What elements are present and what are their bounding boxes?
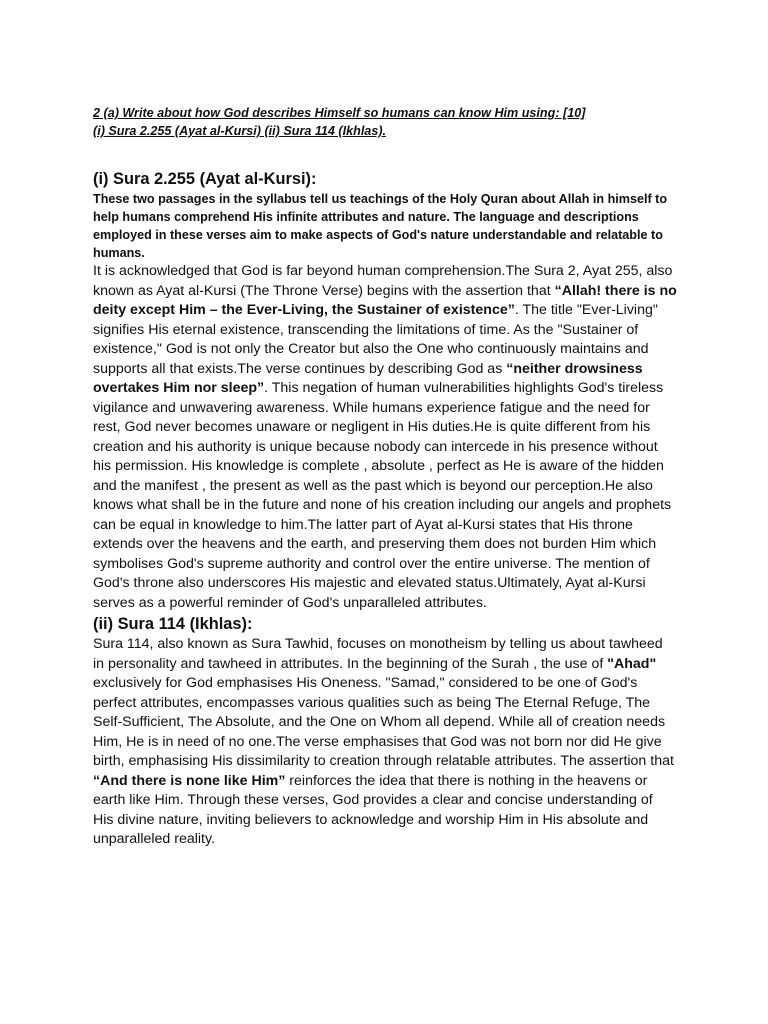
ikhlas-paragraph [93,635,677,850]
section-intro: These two passages in the syllabus tell us teachings of the Holy Quran about Allah in himself to help humans comprehend His infinite attributes and nature. The language and descriptions employed in these verses aim to make aspects of God's nature understandable and relatable to humans. [93,192,668,260]
section-heading-ikhlas: (ii) Sura 114 (Ikhlas): [93,615,253,633]
quote-none-like-him: “And there is none like Him” [93,772,286,789]
paragraph-text: It is acknowledged that God is far beyond human comprehension.The Sura 2, Ayat 255, also known as Ayat al-Kursi (The Throne Verse) begins with the assertion that [93,263,673,299]
paragraph-text: . This negation of human vulnerabilities highlights God's tireless vigilance and unwavering awareness. While humans experience fatigue and the need for rest, God never becomes unaware or negligent in His duties.He is quite different from his creation and his authority is unique because nobody can intercede in his presence without his permission. His knowledge is complete , absolute , perfect as He is aware of the hidden and the manifest , the present as well as the past which is beyond our perception.He also knows what shall be in the future and none of his creation including our angels and prophets can be equal in knowledge to him.The latter part of Ayat al-Kursi states that His throne extends over the heavens and the earth, and preserving them does not burden Him which symbolises God's supreme authority and control over the entire universe. The mention of God's throne also underscores His majestic and elevated status.Ultimately, Ayat al-Kursi serves as a powerful reminder of God's unparalleled attributes. [93,380,672,611]
paragraph-text: Sura 114, also known as Sura Tawhid, focuses on monotheism by telling us about tawheed in personality and tawheed in attributes. In the beginning of the Surah , the use of [93,636,663,672]
ayat-al-kursi-paragraph [93,262,677,613]
section-heading-ayat-al-kursi: (i) Sura 2.255 (Ayat al-Kursi): [93,170,317,188]
question-line-1: 2 (a) Write about how God describes Himself so humans can know Him using: [10] [93,106,586,120]
paragraph-text: . The title "Ever-Living" signifies His eternal existence, transcending the limitations of time. As the "Sustainer of existence," God is not only the Creator but also the One who continuously maintains and supports all that exists.The verse continues by describing God as [93,302,658,377]
question-line-2: (i) Sura 2.255 (Ayat al-Kursi) (ii) Sura 114 (Ikhlas). [93,124,387,138]
quote-no-sleep: “neither drowsiness overtakes Him nor sleep” [93,360,643,396]
paragraph-text: reinforces the idea that there is nothing in the heavens or earth like Him. Through these verses, God provides a clear and concise understanding of His divine nature, inviting believers to acknowledge and worship Him in His absolute and unparalleled reality. [93,772,653,847]
document-content [93,104,677,850]
quote-ever-living: “Allah! there is no deity except Him – the Ever-Living, the Sustainer of existence” [93,282,677,318]
paragraph-text: exclusively for God emphasises His Oneness. "Samad," considered to be one of God's perfect attributes, encompasses various qualities such as being The Eternal Refuge, The Self-Sufficient, The Absolute, and the One on Whom all depend. While all of creation needs Him, He is in need of no one.The verse emphasises that God was not born nor did He give birth, emphasising His dissimilarity to creation through relatable attributes. The assertion that [93,675,674,769]
term-ahad: "Ahad" [607,655,657,672]
question-text [93,104,677,140]
